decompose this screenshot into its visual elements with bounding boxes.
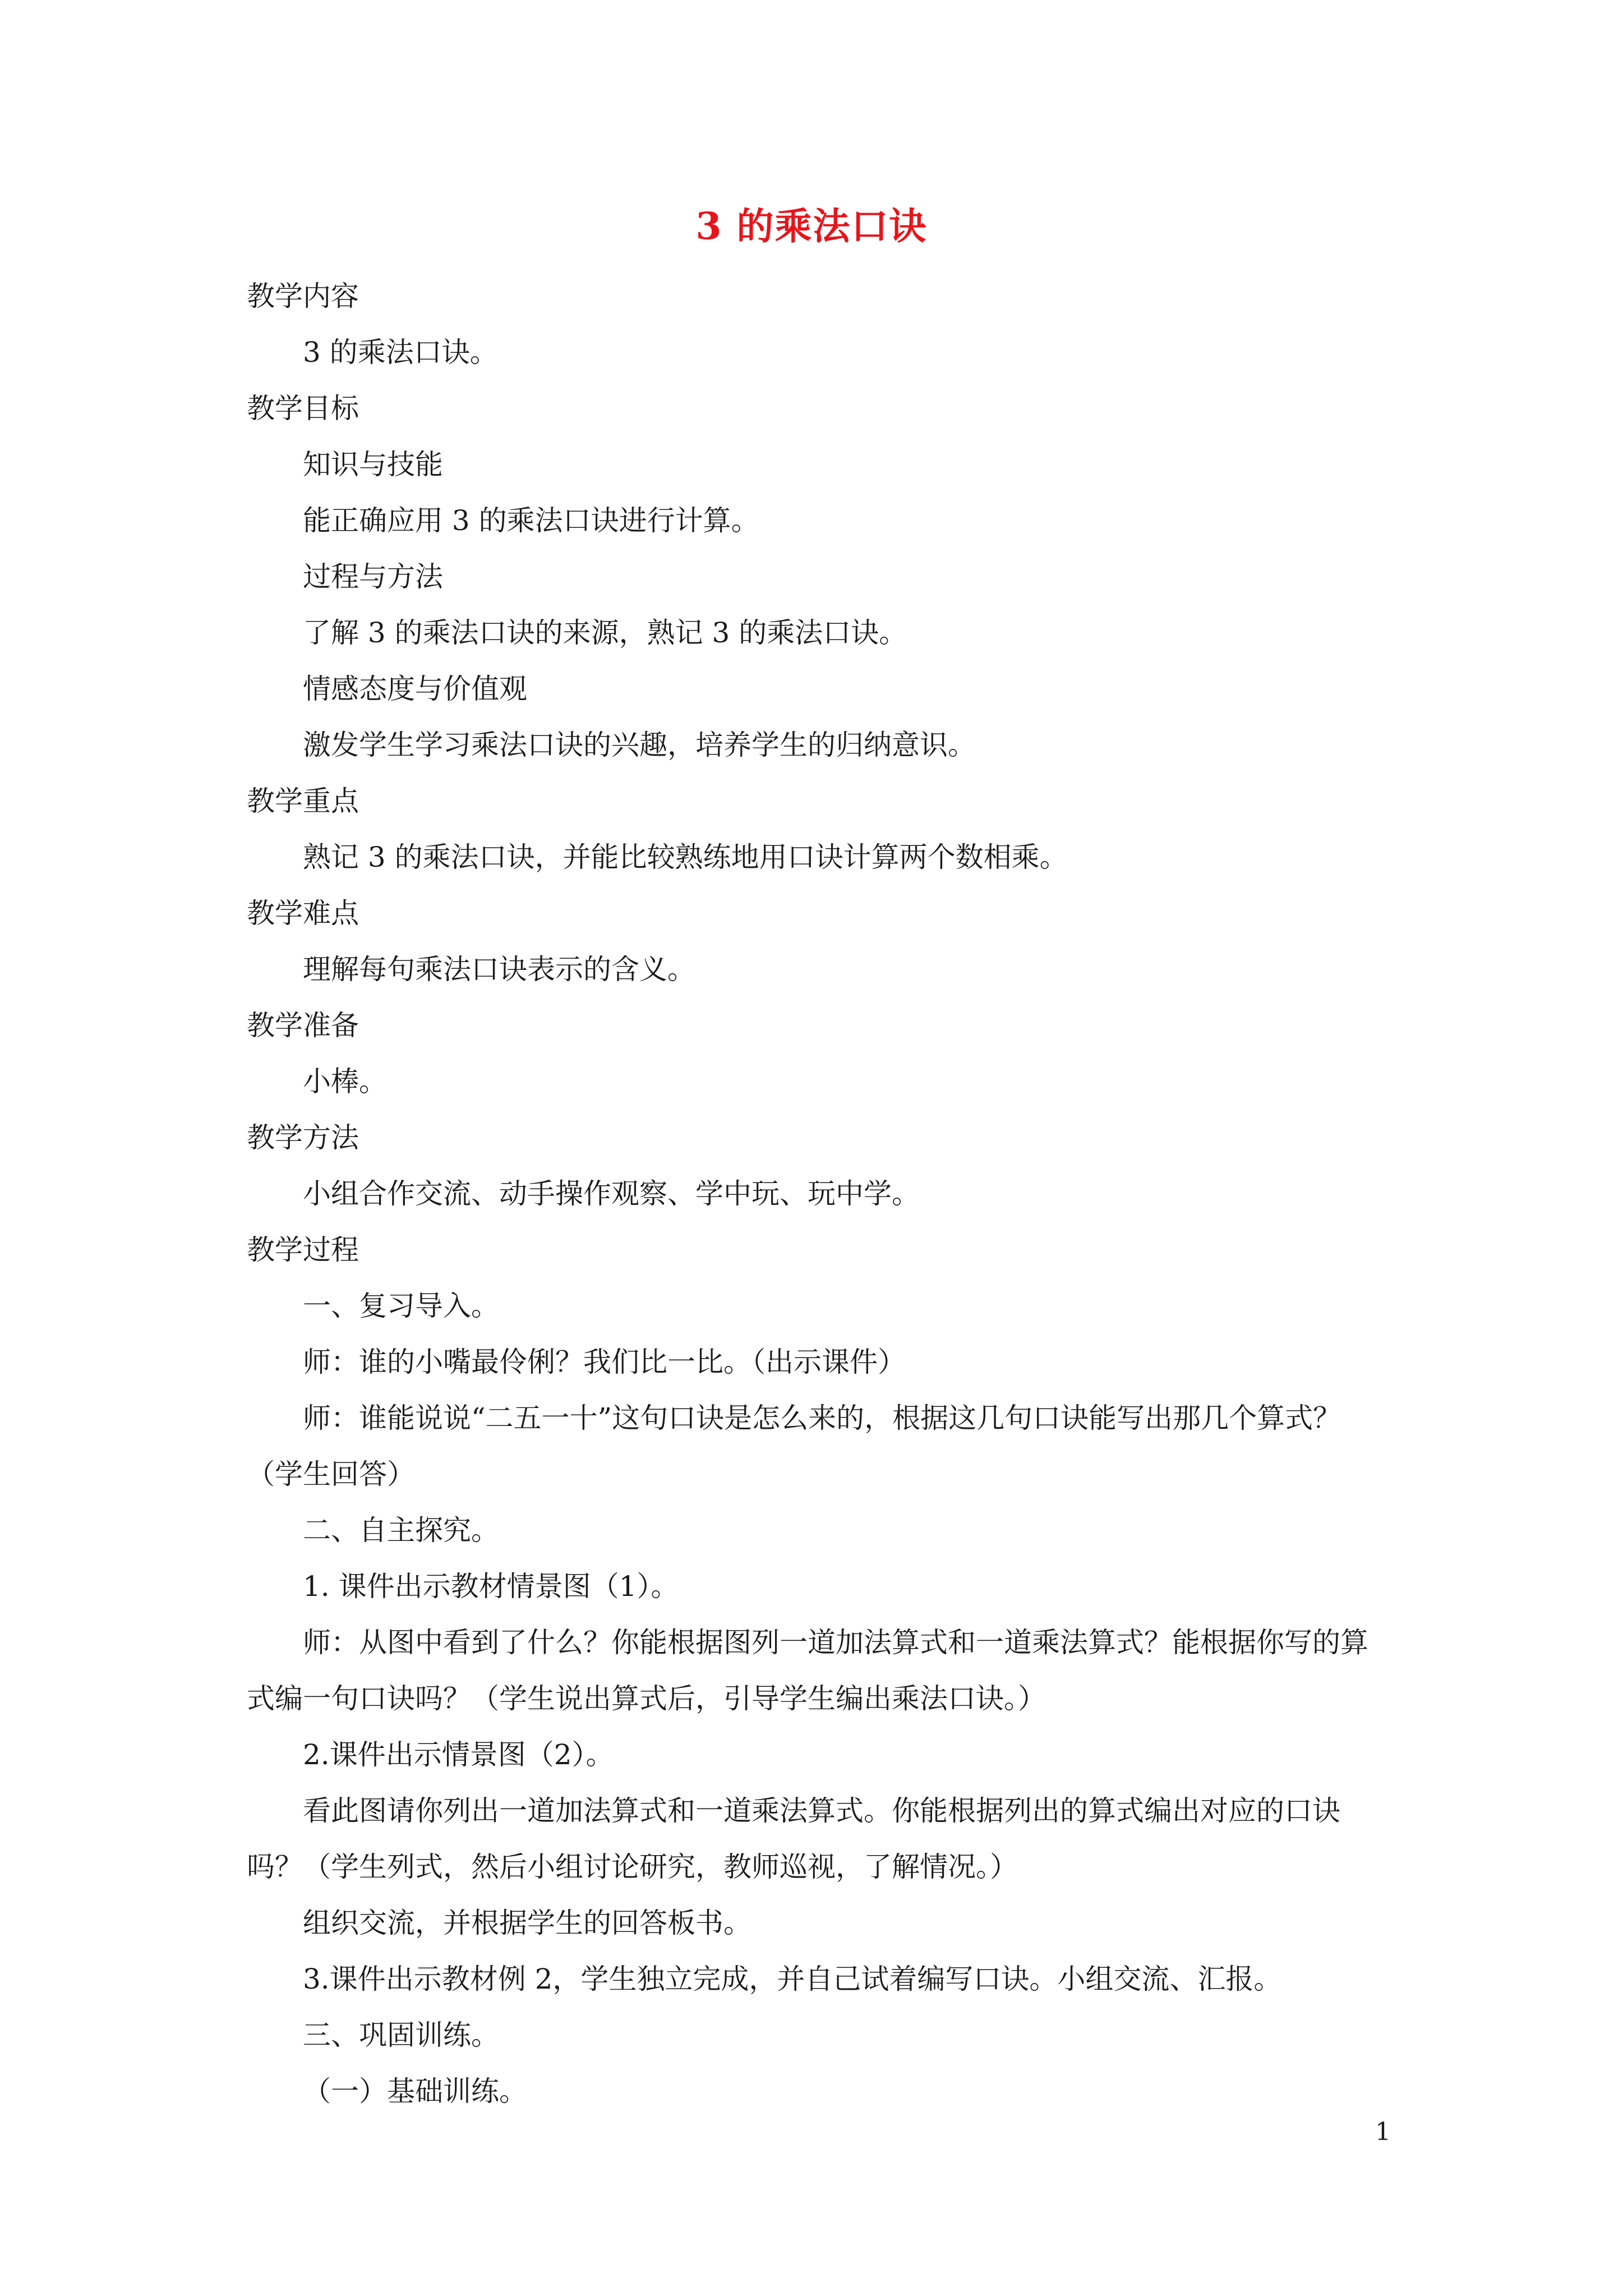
- goal-process-text: 了解 3 的乘法口诀的来源，熟记 3 的乘法口诀。: [303, 616, 907, 649]
- goal-process-label: 过程与方法: [303, 560, 443, 593]
- section-heading-goals: 教学目标: [247, 392, 359, 425]
- document-body: [247, 268, 1391, 2119]
- difficulty-text: 理解每句乘法口诀表示的含义。: [303, 953, 695, 986]
- section-heading-process: 教学过程: [247, 1234, 359, 1266]
- step1-line1: 师：谁的小嘴最伶俐？我们比一比。（出示课件）: [303, 1346, 906, 1378]
- section-heading-method: 教学方法: [247, 1121, 359, 1154]
- document-title: 3 的乘法口诀: [695, 204, 928, 248]
- step3-title: 三、巩固训练。: [303, 2019, 499, 2051]
- step2-item3: 3.课件出示教材例 2，学生独立完成，并自己试着编写口诀。小组交流、汇报。: [303, 1963, 1282, 1995]
- goal-emotion-text: 激发学生学习乘法口诀的兴趣，培养学生的归纳意识。: [303, 729, 976, 761]
- step2-item2-text: 看此图请你列出一道加法算式和一道乘法算式。你能根据列出的算式编出对应的口诀吗？（学生列式，然后小组讨论研究，教师巡视，了解情况。）: [247, 1795, 1340, 1883]
- method-text: 小组合作交流、动手操作观察、学中玩、玩中学。: [303, 1177, 920, 1210]
- goal-knowledge-text: 能正确应用 3 的乘法口诀进行计算。: [303, 504, 759, 537]
- step2-item1: 1. 课件出示教材情景图（1）。: [303, 1570, 679, 1603]
- step3-sub1: （一）基础训练。: [303, 2075, 527, 2108]
- content-text: 3 的乘法口诀。: [303, 336, 498, 369]
- section-heading-content: 教学内容: [247, 280, 359, 312]
- goal-knowledge-label: 知识与技能: [303, 448, 443, 481]
- key-text: 熟记 3 的乘法口诀，并能比较熟练地用口诀计算两个数相乘。: [303, 841, 1068, 873]
- prep-text: 小棒。: [303, 1065, 387, 1098]
- step2-item2: 2.课件出示情景图（2）。: [303, 1738, 614, 1771]
- section-heading-key: 教学重点: [247, 785, 359, 817]
- step1-line2: 师：谁能说说“二五一十”这句口诀是怎么来的，根据这几句口诀能写出那几个算式？（学生回答）: [247, 1402, 1341, 1490]
- step2-item2-text2: 组织交流，并根据学生的回答板书。: [303, 1907, 751, 1939]
- page-number: 1: [1375, 2118, 1391, 2146]
- step2-item1-text: 师：从图中看到了什么？你能根据图列一道加法算式和一道乘法算式？能根据你写的算式编一句口诀吗？（学生说出算式后，引导学生编出乘法口诀。）: [247, 1626, 1368, 1715]
- section-heading-prep: 教学准备: [247, 1009, 359, 1042]
- step1-title: 一、复习导入。: [303, 1290, 499, 1322]
- step2-title: 二、自主探究。: [303, 1514, 499, 1547]
- goal-emotion-label: 情感态度与价值观: [303, 673, 527, 705]
- section-heading-difficulty: 教学难点: [247, 897, 359, 930]
